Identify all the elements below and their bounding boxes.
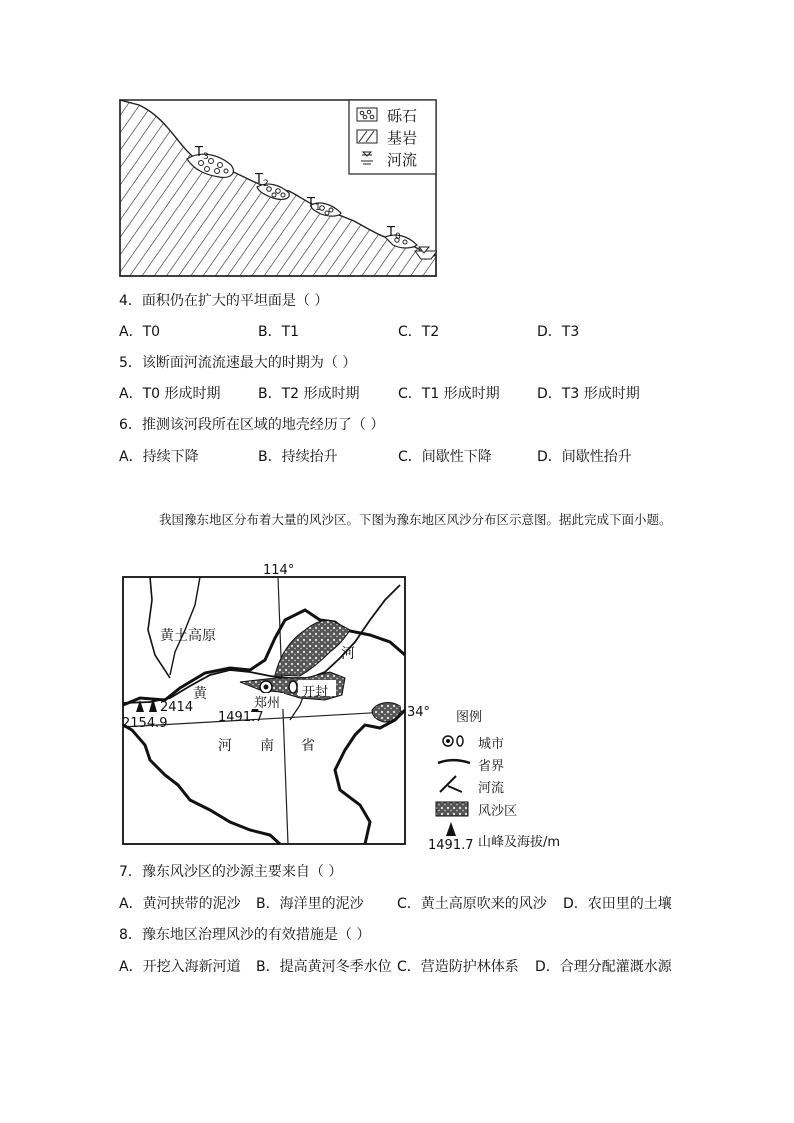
map-label-lat-34: 34° bbox=[407, 705, 431, 720]
terrace-label-t1: $T_1$ bbox=[307, 196, 321, 213]
question-8-option-d[interactable]: D．合理分配灌溉水源 bbox=[535, 959, 672, 975]
question-8-option-c[interactable]: C．营造防护林体系 bbox=[397, 959, 519, 975]
legend-sand-icon bbox=[436, 802, 468, 816]
legend-river-icon bbox=[440, 776, 462, 792]
terrace-label-t3: $T_3$ bbox=[195, 145, 209, 162]
question-5-option-a[interactable]: A．T0 形成时期 bbox=[119, 386, 221, 402]
map-legend-peak-sample: 1491.7 bbox=[428, 838, 474, 853]
terrace-label-t2: $T_2$ bbox=[255, 172, 269, 189]
question-5-option-d[interactable]: D．T3 形成时期 bbox=[537, 386, 640, 402]
legend-peak-icon bbox=[446, 822, 456, 836]
question-5-stem: 5．该断面河流流速最大的时期为（ ） bbox=[119, 355, 357, 371]
question-6-option-d[interactable]: D．间歇性抬升 bbox=[537, 449, 632, 465]
question-8-option-a[interactable]: A．开挖入海新河道 bbox=[119, 959, 241, 975]
map-label-peak-2154: 2154.9 bbox=[122, 716, 168, 731]
question-7-option-c[interactable]: C．黄土高原吹来的风沙 bbox=[397, 896, 547, 912]
map-label-province-nan: 南 bbox=[260, 738, 274, 754]
legend-label-gravel: 砾石 bbox=[387, 107, 418, 125]
question-7-option-b[interactable]: B．海洋里的泥沙 bbox=[256, 896, 364, 912]
question-8-stem: 8．豫东地区治理风沙的有效措施是（ ） bbox=[119, 927, 371, 943]
legend-boundary-icon bbox=[438, 760, 470, 763]
question-6-option-c[interactable]: C．间歇性下降 bbox=[398, 449, 492, 465]
map-label-province-he: 河 bbox=[218, 738, 232, 754]
question-4-option-d[interactable]: D．T3 bbox=[537, 324, 580, 340]
map-label-huang: 黄 bbox=[193, 686, 207, 702]
map-label-peak-2414: 2414 bbox=[160, 700, 194, 715]
question-5-option-b[interactable]: B．T2 形成时期 bbox=[258, 386, 360, 402]
legend-city-icon bbox=[443, 736, 463, 746]
map-legend-sand-label: 风沙区 bbox=[478, 804, 518, 819]
question-7-option-d[interactable]: D．农田里的土壤 bbox=[563, 896, 672, 912]
question-5-option-c[interactable]: C．T1 形成时期 bbox=[398, 386, 500, 402]
question-7-stem: 7．豫东风沙区的沙源主要来自（ ） bbox=[119, 864, 343, 880]
map-legend-peak-label: 山峰及海拔/m bbox=[478, 835, 561, 850]
map-legend-title: 图例 bbox=[456, 710, 483, 725]
question-6-option-b[interactable]: B．持续抬升 bbox=[258, 449, 338, 465]
question-4-option-b[interactable]: B．T1 bbox=[258, 324, 300, 340]
map-legend-city-label: 城市 bbox=[478, 737, 505, 752]
map-label-loess-plateau: 黄土高原 bbox=[160, 628, 216, 644]
legend-label-bedrock: 基岩 bbox=[387, 129, 418, 147]
question-6-stem: 6．推测该河段所在区域的地壳经历了（ ） bbox=[119, 417, 385, 433]
city-marker-kaifeng bbox=[289, 681, 297, 693]
question-6-option-a[interactable]: A．持续下降 bbox=[119, 449, 199, 465]
terrace-label-t0: $T_0$ bbox=[387, 225, 401, 242]
map-label-river-he: 河 bbox=[341, 646, 355, 662]
map-legend-river-label: 河流 bbox=[478, 781, 505, 796]
question-8-option-b[interactable]: B．提高黄河冬季水位 bbox=[256, 959, 392, 975]
terrace-cross-section-figure bbox=[119, 99, 437, 279]
map-label-lon-114: 114° bbox=[263, 563, 295, 578]
question-4-option-a[interactable]: A．T0 bbox=[119, 324, 161, 340]
map-label-province-sheng: 省 bbox=[301, 738, 315, 754]
intro-paragraph: 我国豫东地区分布着大量的风沙区。下图为豫东地区风沙分布区示意图。据此完成下面小题。 bbox=[159, 512, 672, 527]
question-4-option-c[interactable]: C．T2 bbox=[398, 324, 440, 340]
map-label-kaifeng: 开封 bbox=[302, 685, 329, 700]
map-label-peak-1491: 1491.7 bbox=[218, 710, 264, 725]
question-4-stem: 4．面积仍在扩大的平坦面是（ ） bbox=[119, 293, 329, 309]
map-label-zhengzhou: 郑州 bbox=[254, 696, 281, 711]
map-legend-boundary-label: 省界 bbox=[478, 759, 505, 774]
legend-label-river: 河流 bbox=[387, 151, 418, 169]
question-7-option-a[interactable]: A．黄河挟带的泥沙 bbox=[119, 896, 241, 912]
